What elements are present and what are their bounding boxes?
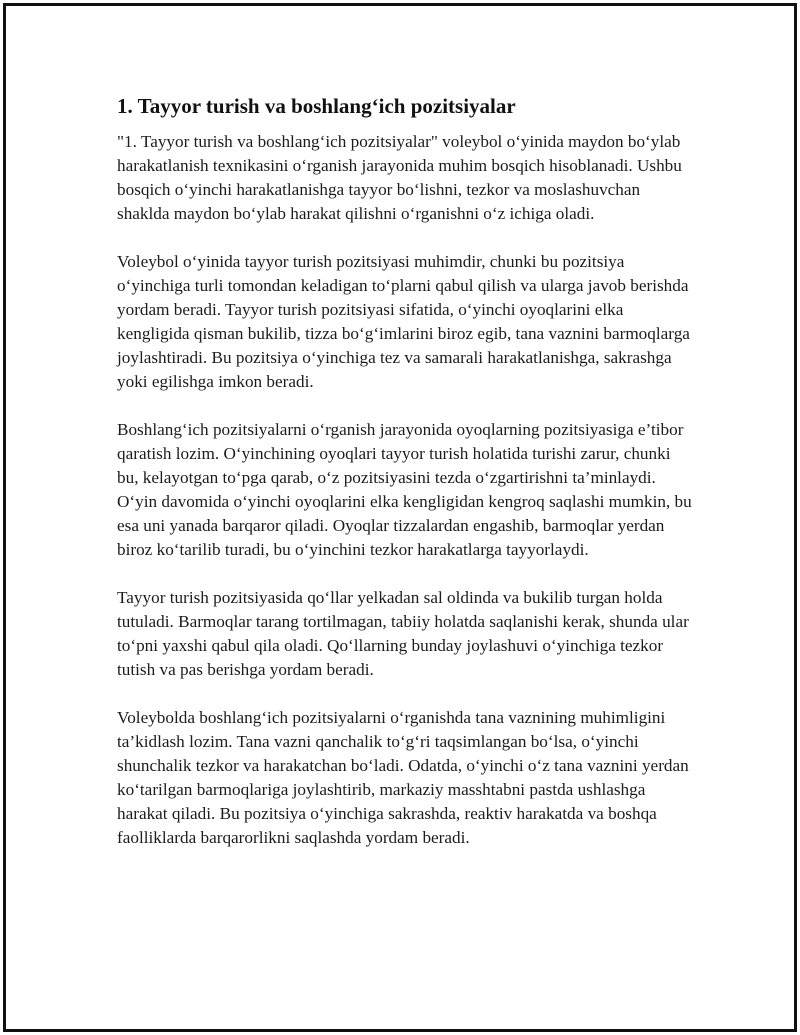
paragraph-body-weight: Voleybolda boshlang‘ich pozitsiyalarni o‘rganishda tana vaznining muhimligini ta’kidlash lozim. Tana vazni qanchalik to‘g‘ri taqsimlangan bo‘lsa, o‘yinchi shunchalik tezkor va harakatchan bo‘ladi. Odatda, o‘yinchi o‘z tana vaznini yerdan ko‘tarilgan barmoqlariga joylashtirib, markaziy masshtabni pastda ushlashga harakat qiladi. Bu pozitsiya o‘yinchiga sakrashda, reaktiv harakatda va boshqa faolliklarda barqarorlikni saqlashda yordam beradi. (117, 708, 689, 847)
section-title: 1. Tayyor turish va boshlang‘ich pozitsiyalar (117, 94, 516, 118)
paragraph-hands-position: Tayyor turish pozitsiyasida qo‘llar yelkadan sal oldinda va bukilib turgan holda tutuladi. Barmoqlar tarang tortilmagan, tabiiy holatda saqlanishi kerak, shunda ular to‘pni yaxshi qabul qila oladi. Qo‘llarning bunday joylashuvi o‘yinchiga tezkor tutish va pas berishga yordam beradi. (117, 588, 689, 679)
document-body (117, 92, 695, 874)
paragraph-feet-position: Boshlang‘ich pozitsiyalarni o‘rganish jarayonida oyoqlarning pozitsiyasiga e’tibor qaratish lozim. O‘yinchining oyoqlari tayyor turish holatida turishi zarur, chunki bu, kelayotgan to‘pga qarab, o‘z pozitsiyasini tezda o‘zgartirishni ta’minlaydi. O‘yin davomida o‘yinchi oyoqlarini elka kengligidan kengroq saqlashi mumkin, bu esa uni yanada barqaror qiladi. Oyoqlar tizzalardan engashib, barmoqlar yerdan biroz ko‘tarilib turadi, bu o‘yinchini tezkor harakatlarga tayyorlaydi. (117, 420, 692, 559)
paragraph-ready-stance: Voleybol o‘yinida tayyor turish pozitsiyasi muhimdir, chunki bu pozitsiya o‘yinchiga turli tomondan keladigan to‘plarni qabul qilish va ularga javob berishda yordam beradi. Tayyor turish pozitsiyasi sifatida, o‘yinchi oyoqlarini elka kengligida qisman bukilib, tizza bo‘g‘imlarini biroz egib, tana vaznini barmoqlarga joylashtiradi. Bu pozitsiya o‘yinchiga tez va samarali harakatlanishga, sakrashga yoki egilishga imkon beradi. (117, 252, 690, 391)
paragraph-intro: "1. Tayyor turish va boshlang‘ich pozitsiyalar" voleybol o‘yinida maydon bo‘ylab harakatlanish texnikasini o‘rganish jarayonida muhim bosqich hisoblanadi. Ushbu bosqich o‘yinchi harakatlanishga tayyor bo‘lishni, tezkor va moslashuvchan shaklda maydon bo‘ylab harakat qilishni o‘rganishni o‘z ichiga oladi. (117, 132, 682, 223)
